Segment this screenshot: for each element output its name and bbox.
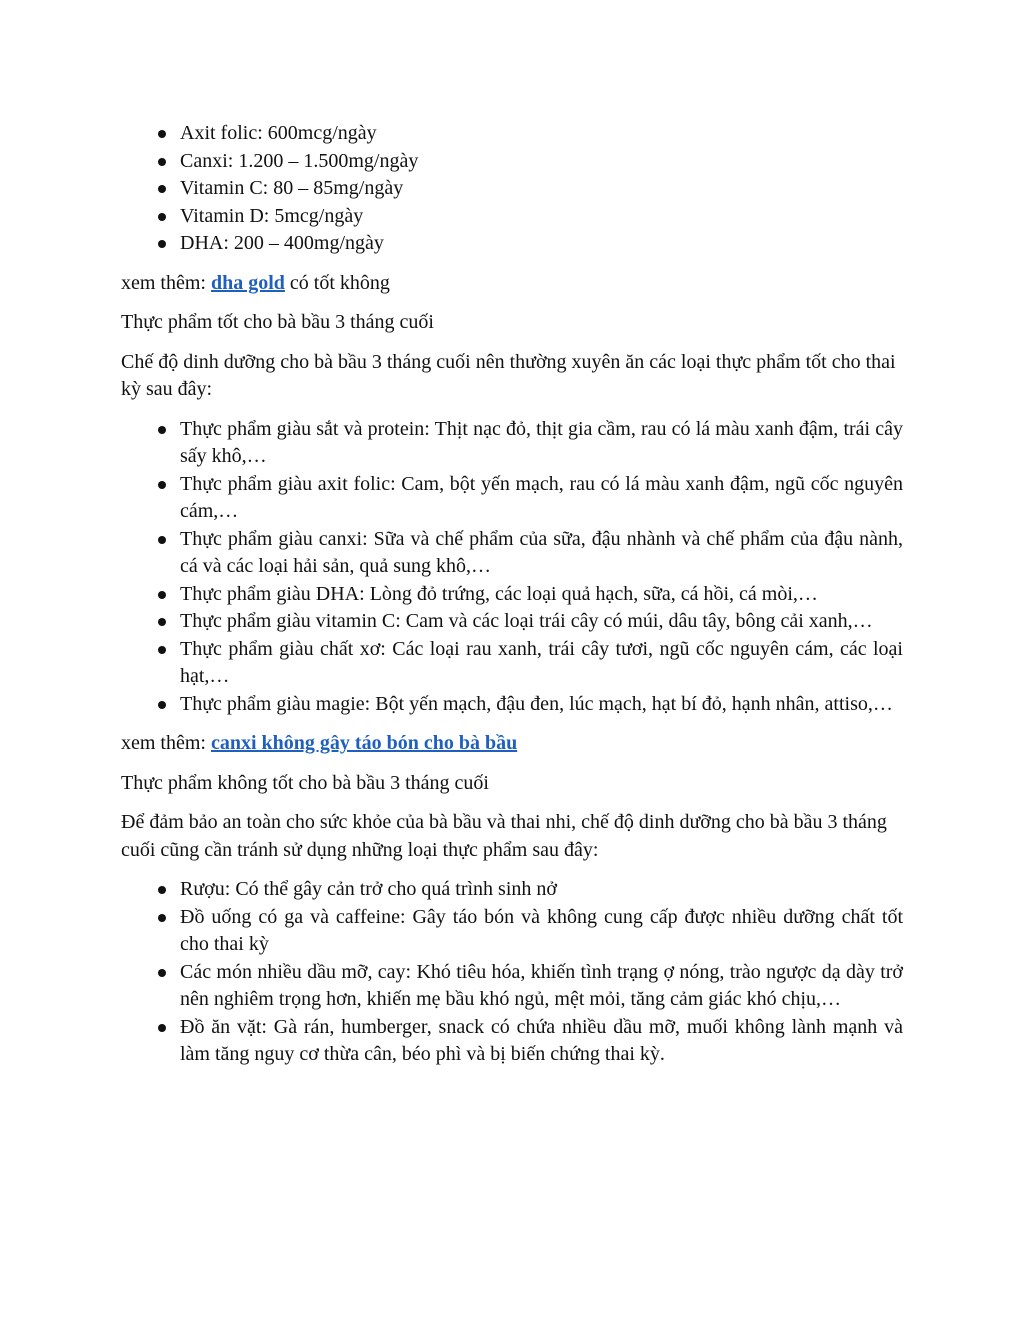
bullet-icon [158,591,166,599]
bullet-icon [158,426,166,434]
list-item-text: Thực phẩm giàu chất xơ: Các loại rau xanh, trái cây tươi, ngũ cốc nguyên cám, các loại hạt,… [180,637,903,687]
list-item-text: Thực phẩm giàu magie: Bột yến mạch, đậu đen, lúc mạch, hạt bí đỏ, hạnh nhân, attiso,… [180,692,893,715]
see-more-suffix: có tốt không [284,271,390,294]
list-item-text: Rượu: Có thể gây cản trở cho quá trình sinh nở [180,878,557,900]
bullet-icon [158,1024,166,1032]
see-more-line [121,730,903,758]
bullet-icon [158,240,166,248]
section-heading-good-foods: Thực phẩm tốt cho bà bầu 3 tháng cuối [121,311,434,333]
list-item [121,904,903,959]
list-item [121,959,903,1014]
list-item [121,416,903,471]
bullet-icon [158,213,166,221]
list-item-text: Thực phẩm giàu axit folic: Cam, bột yến mạch, rau có lá màu xanh đậm, ngũ cốc nguyên cám,… [180,472,903,522]
list-item-text: Canxi: 1.200 – 1.500mg/ngày [180,149,419,172]
list-item-text: Thực phẩm giàu canxi: Sữa và chế phẩm của sữa, đậu nhành và chế phẩm của đậu nành, cá và các loại hải sản, quả sung khô,… [180,527,903,577]
bad-foods-list [121,876,903,1069]
nutrient-list [121,120,903,258]
good-foods-list [121,416,903,719]
bullet-icon [158,701,166,709]
list-item [121,203,903,231]
list-item-text: Axit folic: 600mcg/ngày [180,122,377,144]
intro-paragraph-bad-foods: Để đảm bảo an toàn cho sức khỏe của bà bầu và thai nhi, chế độ dinh dưỡng cho bà bầu 3 tháng cuối cũng cần tránh sử dụng những loại thực phẩm sau đây: [121,811,887,861]
list-item [121,1014,903,1069]
intro-paragraph-good-foods: Chế độ dinh dưỡng cho bà bầu 3 tháng cuối nên thường xuyên ăn các loại thực phẩm tốt cho thai kỳ sau đây: [121,350,896,400]
list-item-text: Vitamin D: 5mcg/ngày [180,204,364,227]
bullet-icon [158,914,166,922]
bullet-icon [158,185,166,193]
see-more-line [121,270,903,298]
list-item [121,636,903,691]
list-item [121,120,903,148]
bullet-icon [158,646,166,654]
document-page [121,120,903,1069]
see-more-link[interactable]: dha gold [210,271,285,294]
bullet-icon [158,618,166,626]
list-item [121,608,903,636]
list-item-text: DHA: 200 – 400mg/ngày [180,232,384,254]
list-item-text: Thực phẩm giàu sắt và protein: Thịt nạc đỏ, thịt gia cầm, rau có lá màu xanh đậm, trái cây sấy khô,… [180,417,903,467]
see-more-prefix: xem thêm: [121,271,211,294]
list-item [121,581,903,609]
list-item-text: Thực phẩm giàu DHA: Lòng đỏ trứng, các loại quả hạch, sữa, cá hồi, cá mòi,… [180,582,818,605]
bullet-icon [158,158,166,166]
list-item [121,175,903,203]
bullet-icon [158,481,166,489]
list-item [121,526,903,581]
list-item-text: Các món nhiều dầu mỡ, cay: Khó tiêu hóa, khiến tình trạng ợ nóng, trào ngược dạ dày trở nên nghiêm trọng hơn, khiến mẹ bầu khó ngủ, mệt mỏi, tăng cảm giác khó chịu,… [180,960,903,1010]
list-item [121,691,903,719]
list-item-text: Vitamin C: 80 – 85mg/ngày [180,177,404,199]
list-item [121,148,903,176]
see-more-prefix: xem thêm: [121,732,211,754]
list-item [121,876,903,904]
list-item-text: Thực phẩm giàu vitamin C: Cam và các loại trái cây có múi, dâu tây, bông cải xanh,… [180,610,873,632]
list-item-text: Đồ uống có ga và caffeine: Gây táo bón và không cung cấp được nhiều dưỡng chất tốt cho thai kỳ [180,905,903,955]
section-heading-bad-foods: Thực phẩm không tốt cho bà bầu 3 tháng cuối [121,771,489,794]
bullet-icon [158,886,166,894]
list-item [121,471,903,526]
bullet-icon [158,536,166,544]
list-item-text: Đồ ăn vặt: Gà rán, humberger, snack có chứa nhiều dầu mỡ, muối không lành mạnh và làm tăng nguy cơ thừa cân, béo phì và bị biến chứng thai kỳ. [180,1015,903,1065]
bullet-icon [158,130,166,138]
bullet-icon [158,969,166,977]
see-more-link[interactable]: canxi không gây táo bón cho bà bầu [210,732,518,754]
list-item [121,230,903,258]
